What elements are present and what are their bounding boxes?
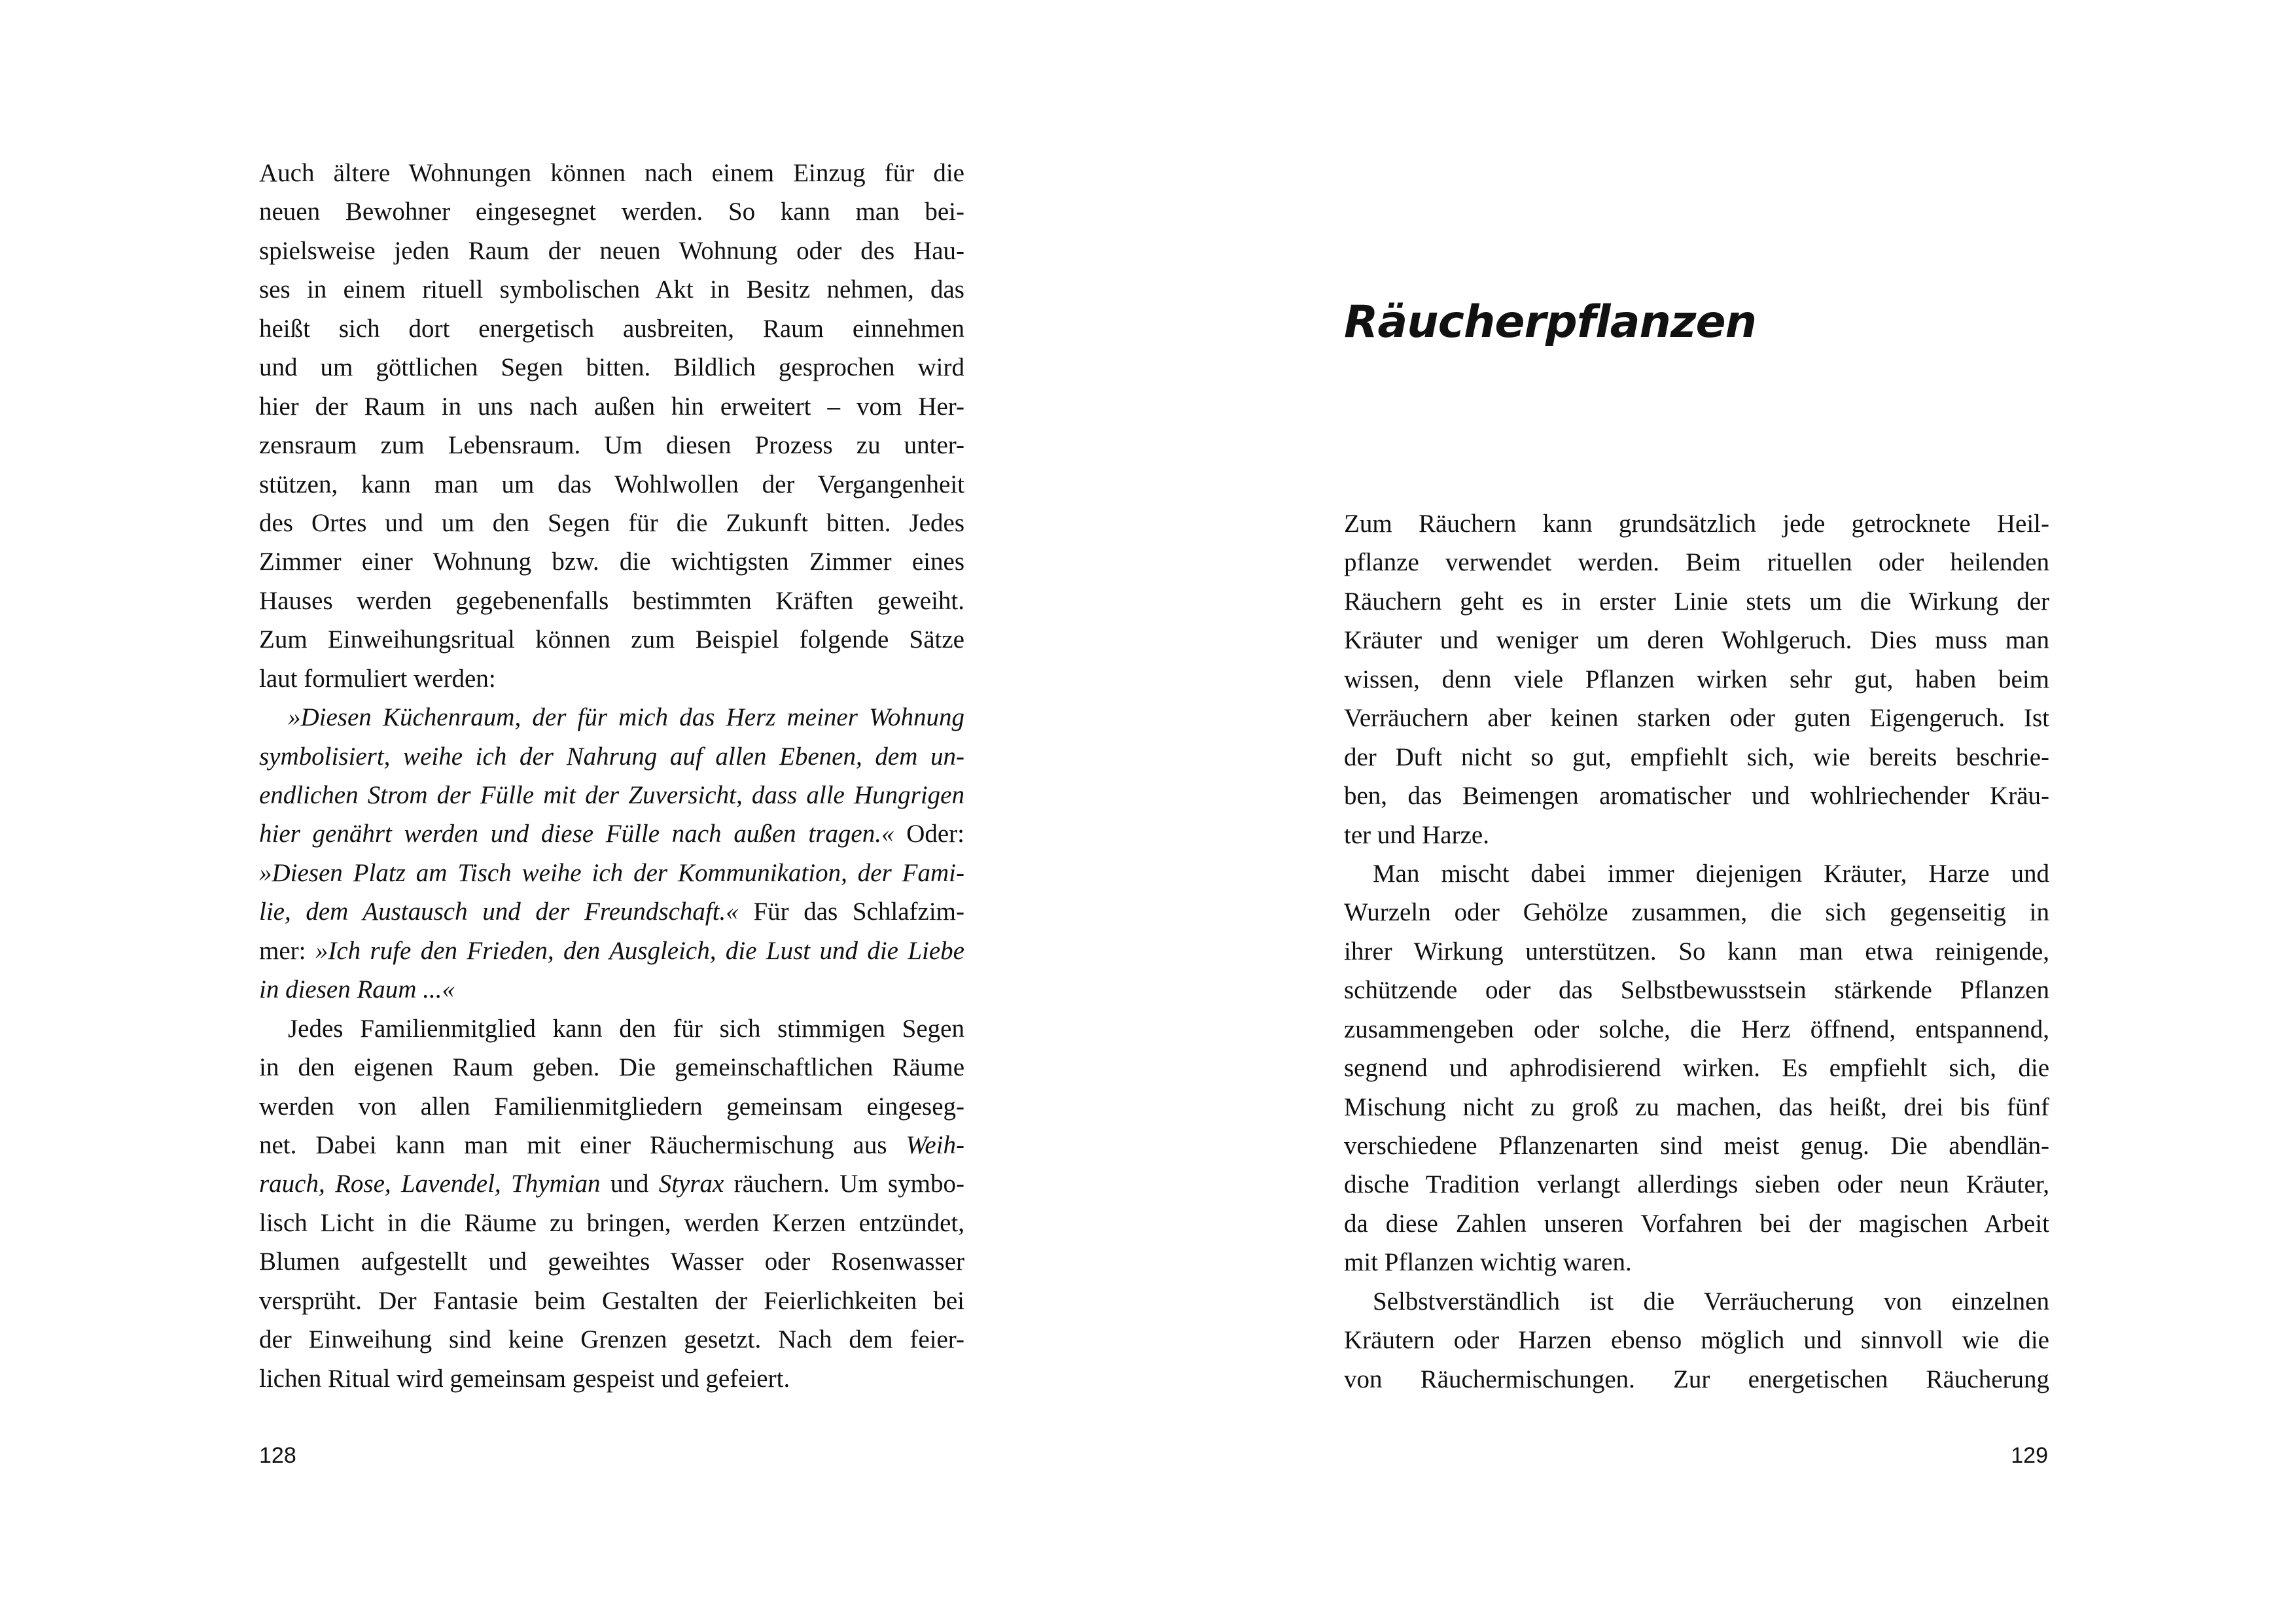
text-line bbox=[259, 348, 964, 387]
italic-text-segment: lie, dem Austausch und der Freundschaft.« bbox=[259, 898, 739, 926]
text-line bbox=[1344, 543, 2049, 582]
text-segment: mit Pflanzen wichtig waren. bbox=[1344, 1248, 1632, 1277]
text-line bbox=[259, 504, 964, 542]
text-line bbox=[259, 737, 964, 776]
text-segment: wissen, denn viele Pflanzen wirken sehr gut, haben beim bbox=[1344, 665, 2049, 693]
page-number-right: 129 bbox=[2011, 1443, 2048, 1468]
text-segment: werden von allen Familienmitgliedern gemeinsam eingeseg- bbox=[259, 1092, 964, 1121]
text-line bbox=[1344, 854, 2049, 893]
text-segment: Für das Schlafzim- bbox=[738, 898, 964, 926]
text-line bbox=[259, 776, 964, 814]
italic-text-segment: »Diesen Platz am Tisch weihe ich der Kommunikation, der Fami- bbox=[259, 858, 964, 887]
text-line bbox=[1344, 932, 2049, 971]
italic-text-segment: symbolisiert, weihe ich der Nahrung auf allen Ebenen, dem un- bbox=[259, 742, 964, 771]
text-segment: zensraum zum Lebensraum. Um diesen Prozess zu unter- bbox=[259, 431, 964, 460]
text-segment: Blumen aufgestellt und geweihtes Wasser oder Rosenwasser bbox=[259, 1248, 964, 1276]
italic-text-segment: Weih- bbox=[906, 1130, 964, 1159]
text-line bbox=[1344, 504, 2049, 543]
page-number-left: 128 bbox=[259, 1443, 296, 1468]
text-segment: net. Dabei kann man mit einer Räuchermischung aus bbox=[259, 1130, 906, 1159]
text-segment: Verräuchern aber keinen starken oder guten Eigengeruch. Ist bbox=[1344, 704, 2049, 733]
text-line bbox=[1344, 621, 2049, 659]
text-segment: Auch ältere Wohnungen können nach einem Einzug für die bbox=[259, 159, 964, 187]
chapter-heading: Räucherpflanzen bbox=[1344, 296, 1757, 348]
text-line bbox=[1344, 1126, 2049, 1165]
text-line bbox=[259, 154, 964, 192]
text-line bbox=[259, 1048, 964, 1087]
text-line bbox=[1344, 1088, 2049, 1126]
text-line bbox=[259, 309, 964, 348]
text-line bbox=[1344, 1165, 2049, 1204]
text-segment: Wurzeln oder Gehölze zusammen, die sich gegenseitig in bbox=[1344, 898, 2049, 927]
text-line bbox=[259, 542, 964, 581]
text-segment: Kräutern oder Harzen ebenso möglich und sinnvoll wie die bbox=[1344, 1326, 2049, 1355]
text-segment: da diese Zahlen unseren Vorfahren bei der magischen Arbeit bbox=[1344, 1209, 2049, 1238]
text-line bbox=[259, 1126, 964, 1164]
text-line bbox=[1344, 893, 2049, 932]
text-segment: Zum Räuchern kann grundsätzlich jede getrocknete Heil- bbox=[1344, 510, 2049, 538]
text-line bbox=[259, 1009, 964, 1048]
text-segment: Mischung nicht zu groß zu machen, das heißt, drei bis fünf bbox=[1344, 1092, 2049, 1121]
text-line bbox=[259, 970, 964, 1009]
italic-text-segment: hier genährt werden und diese Fülle nach außen tragen.« bbox=[259, 820, 894, 848]
text-segment: spielsweise jeden Raum der neuen Wohnung oder des Hau- bbox=[259, 236, 964, 265]
text-segment: räuchern. Um symbo- bbox=[724, 1170, 964, 1198]
left-page-body-text bbox=[259, 154, 964, 1398]
text-line bbox=[1344, 1243, 2049, 1282]
text-segment: lichen Ritual wird gemeinsam gespeist und gefeiert. bbox=[259, 1364, 790, 1393]
text-segment: Zimmer einer Wohnung bzw. die wichtigsten Zimmer eines bbox=[259, 548, 964, 576]
text-line bbox=[259, 465, 964, 504]
text-line bbox=[1344, 971, 2049, 1009]
italic-text-segment: Styrax bbox=[658, 1170, 724, 1198]
text-line bbox=[259, 854, 964, 892]
text-segment: in den eigenen Raum geben. Die gemeinschaftlichen Räume bbox=[259, 1053, 964, 1082]
text-segment: verschiedene Pflanzenarten sind meist genug. Die abendlän- bbox=[1344, 1132, 2049, 1160]
text-line bbox=[1344, 699, 2049, 737]
text-segment: segnend und aphrodisierend wirken. Es empfiehlt sich, die bbox=[1344, 1054, 2049, 1083]
text-line bbox=[259, 1087, 964, 1126]
text-segment: zusammengeben oder solche, die Herz öffnend, entspannend, bbox=[1344, 1015, 2049, 1043]
italic-text-segment: »Diesen Küchenraum, der für mich das Herz meiner Wohnung bbox=[288, 703, 964, 732]
text-line bbox=[1344, 1204, 2049, 1243]
text-line bbox=[1344, 816, 2049, 854]
text-line bbox=[259, 698, 964, 737]
text-segment: Kräuter und weniger um deren Wohlgeruch. Dies muss man bbox=[1344, 626, 2049, 655]
text-segment: Selbstverständlich ist die Verräucherung von einzelnen bbox=[1373, 1287, 2049, 1316]
text-segment: ben, das Beimengen aromatischer und wohlriechender Kräu- bbox=[1344, 782, 2049, 811]
text-segment: schützende oder das Selbstbewusstsein stärkende Pflanzen bbox=[1344, 976, 2049, 1005]
text-line bbox=[259, 892, 964, 931]
text-segment: der Duft nicht so gut, empfiehlt sich, wie bereits beschrie- bbox=[1344, 742, 2049, 771]
italic-text-segment: rauch, Rose, Lavendel, Thymian bbox=[259, 1170, 601, 1198]
text-line bbox=[259, 1242, 964, 1281]
text-segment: Zum Einweihungsritual können zum Beispiel folgende Sätze bbox=[259, 625, 964, 654]
text-line bbox=[259, 387, 964, 426]
text-line bbox=[259, 192, 964, 231]
italic-text-segment: »Ich rufe den Frieden, den Ausgleich, die Lust und die Liebe bbox=[315, 936, 964, 965]
text-line bbox=[1344, 660, 2049, 699]
text-segment: ter und Harze. bbox=[1344, 820, 1489, 849]
text-segment: Hauses werden gegebenenfalls bestimmten Kräften geweiht. bbox=[259, 586, 964, 615]
text-segment: heißt sich dort energetisch ausbreiten, Raum einnehmen bbox=[259, 314, 964, 343]
text-line bbox=[1344, 1010, 2049, 1049]
text-line bbox=[1344, 1360, 2049, 1399]
text-line bbox=[1344, 777, 2049, 815]
text-line bbox=[259, 1282, 964, 1320]
text-segment: Oder: bbox=[894, 820, 964, 848]
text-segment: Räuchern geht es in erster Linie stets um die Wirkung der bbox=[1344, 587, 2049, 616]
text-segment: stützen, kann man um das Wohlwollen der Vergangenheit bbox=[259, 470, 964, 498]
text-segment: ihrer Wirkung unterstützen. So kann man etwa reinigende, bbox=[1344, 937, 2049, 966]
italic-text-segment: in diesen Raum ...« bbox=[259, 975, 455, 1004]
text-line bbox=[259, 582, 964, 620]
text-line bbox=[259, 932, 964, 970]
text-line bbox=[259, 1204, 964, 1242]
text-line bbox=[259, 426, 964, 464]
italic-text-segment: endlichen Strom der Fülle mit der Zuversicht, dass alle Hungrigen bbox=[259, 781, 964, 809]
text-segment: hier der Raum in uns nach außen hin erweitert – vom Her- bbox=[259, 392, 964, 421]
text-line bbox=[1344, 738, 2049, 777]
text-line bbox=[1344, 1282, 2049, 1321]
text-segment: Jedes Familienmitglied kann den für sich stimmigen Segen bbox=[288, 1014, 964, 1043]
text-segment: ses in einem rituell symbolischen Akt in Besitz nehmen, das bbox=[259, 275, 964, 304]
text-line bbox=[259, 1359, 964, 1398]
text-segment: Man mischt dabei immer diejenigen Kräuter, Harze und bbox=[1373, 859, 2049, 888]
text-line bbox=[1344, 1049, 2049, 1087]
text-segment: dische Tradition verlangt allerdings sieben oder neun Kräuter, bbox=[1344, 1170, 2049, 1199]
text-segment: und um göttlichen Segen bitten. Bildlich gesprochen wird bbox=[259, 353, 964, 382]
right-page-body-text bbox=[1344, 504, 2049, 1399]
text-segment: laut formuliert werden: bbox=[259, 664, 496, 693]
text-segment: pflanze verwendet werden. Beim rituellen oder heilenden bbox=[1344, 548, 2049, 577]
text-segment: und bbox=[600, 1170, 659, 1198]
text-segment: mer: bbox=[259, 936, 315, 965]
text-line bbox=[259, 620, 964, 659]
text-line bbox=[259, 659, 964, 698]
text-line bbox=[1344, 1321, 2049, 1359]
text-segment: der Einweihung sind keine Grenzen gesetzt. Nach dem feier- bbox=[259, 1325, 964, 1354]
text-line bbox=[259, 270, 964, 309]
text-line bbox=[1344, 582, 2049, 621]
text-segment: lisch Licht in die Räume zu bringen, werden Kerzen entzündet, bbox=[259, 1208, 964, 1237]
text-segment: von Räuchermischungen. Zur energetischen Räucherung bbox=[1344, 1365, 2049, 1393]
text-line bbox=[259, 814, 964, 853]
text-segment: neuen Bewohner eingesegnet werden. So kann man bei- bbox=[259, 198, 964, 226]
text-line bbox=[259, 232, 964, 270]
text-line bbox=[259, 1164, 964, 1203]
text-segment: des Ortes und um den Segen für die Zukunft bitten. Jedes bbox=[259, 508, 964, 537]
text-line bbox=[259, 1320, 964, 1359]
text-segment: versprüht. Der Fantasie beim Gestalten der Feierlichkeiten bei bbox=[259, 1286, 964, 1315]
